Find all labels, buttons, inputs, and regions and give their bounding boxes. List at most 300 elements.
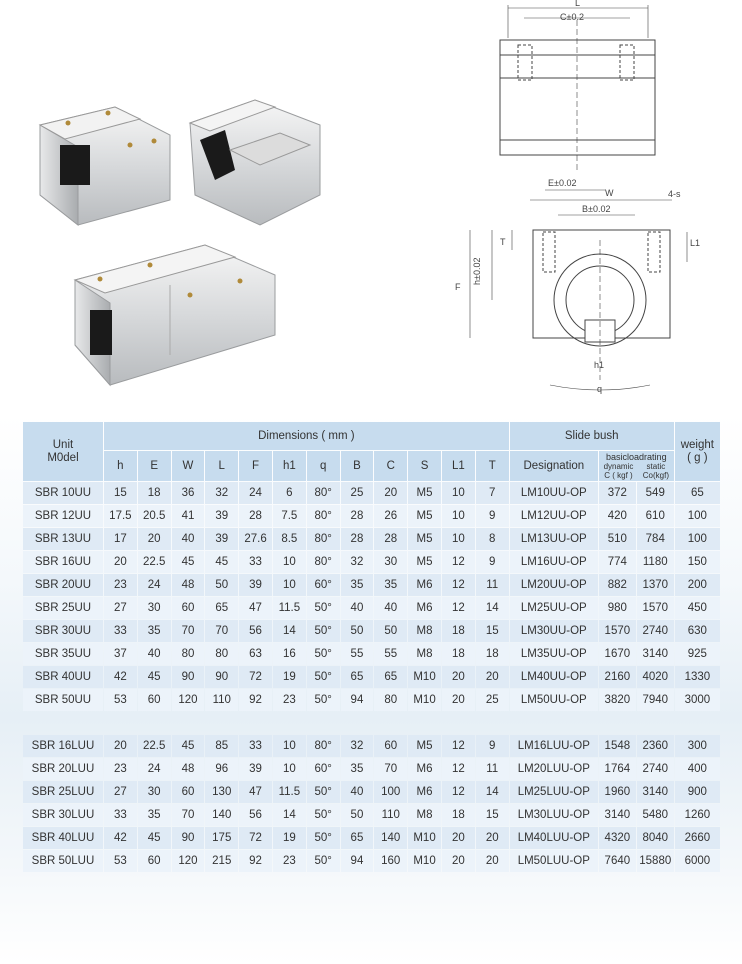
- table-cell: 65: [205, 597, 238, 619]
- table-cell: SBR 20UU: [23, 574, 103, 596]
- table-cell: 400: [675, 758, 720, 780]
- table-cell: 20: [104, 551, 137, 573]
- dim-t: T: [500, 237, 506, 247]
- table-cell: 35: [341, 574, 374, 596]
- dim-h: h±0.02: [472, 257, 482, 285]
- table-cell: 20: [442, 666, 475, 688]
- table-cell: 1180: [637, 551, 674, 573]
- table-cell: 25: [476, 689, 509, 711]
- table-cell: 1260: [675, 804, 720, 826]
- table-cell: SBR 25LUU: [23, 781, 103, 803]
- table-cell: 40: [138, 643, 171, 665]
- table-cell: 23: [273, 850, 306, 872]
- table-cell: SBR 40UU: [23, 666, 103, 688]
- table-cell: 20: [104, 735, 137, 757]
- dim-l1: L1: [690, 238, 701, 248]
- table-cell: 28: [374, 528, 407, 550]
- table-cell: 41: [172, 505, 205, 527]
- col-b: B: [341, 451, 374, 481]
- table-cell: 110: [205, 689, 238, 711]
- table-cell: 925: [675, 643, 720, 665]
- table-cell: M5: [408, 505, 441, 527]
- table-cell: 2740: [637, 620, 674, 642]
- header-weight-label: weight: [680, 438, 714, 451]
- table-body-luu: [23, 735, 720, 872]
- dim-h1: h1: [594, 360, 605, 370]
- table-cell: 60: [172, 597, 205, 619]
- table-cell: 784: [637, 528, 674, 550]
- table-cell: LM40LUU-OP: [510, 827, 598, 849]
- table-cell: 28: [239, 505, 272, 527]
- table-cell: SBR 30LUU: [23, 804, 103, 826]
- table-cell: 7.5: [273, 505, 306, 527]
- table-cell: 56: [239, 620, 272, 642]
- table-cell: 65: [341, 666, 374, 688]
- table-cell: 70: [205, 620, 238, 642]
- table-cell: 510: [599, 528, 636, 550]
- table-row: [23, 850, 720, 872]
- table-cell: 17: [104, 528, 137, 550]
- table-cell: 1330: [675, 666, 720, 688]
- table-cell: 65: [341, 827, 374, 849]
- product-photos: [20, 85, 320, 395]
- table-cell: 18: [138, 482, 171, 504]
- table-row: [23, 551, 720, 573]
- col-l1: L1: [442, 451, 475, 481]
- table-cell: 11.5: [273, 781, 306, 803]
- table-cell: 35: [138, 804, 171, 826]
- table-cell: 12: [442, 551, 475, 573]
- table-body-uu: [23, 482, 720, 711]
- table-cell: 60°: [307, 574, 340, 596]
- table-cell: LM13UU-OP: [510, 528, 598, 550]
- table-cell: 14: [476, 597, 509, 619]
- static-unit: Co(kgf): [642, 470, 669, 480]
- table-cell: 10: [273, 758, 306, 780]
- table-cell: 3140: [637, 781, 674, 803]
- table-cell: SBR 13UU: [23, 528, 103, 550]
- table-cell: 17.5: [104, 505, 137, 527]
- table-cell: 12: [442, 597, 475, 619]
- table-cell: 7640: [599, 850, 636, 872]
- table-cell: 48: [172, 574, 205, 596]
- table-cell: M5: [408, 528, 441, 550]
- table-cell: 4020: [637, 666, 674, 688]
- dynamic-unit: C ( kgf ): [604, 470, 633, 480]
- table-cell: 47: [239, 597, 272, 619]
- table-cell: 40: [341, 597, 374, 619]
- table-cell: 23: [273, 689, 306, 711]
- table-cell: 15: [476, 804, 509, 826]
- table-cell: 33: [239, 551, 272, 573]
- col-l: L: [205, 451, 238, 481]
- table-row: [23, 689, 720, 711]
- table-cell: 30: [138, 781, 171, 803]
- table-cell: 90: [205, 666, 238, 688]
- table-cell: 36: [172, 482, 205, 504]
- table-cell: 150: [675, 551, 720, 573]
- table-cell: 11: [476, 758, 509, 780]
- header-model-label: M0del: [47, 451, 79, 464]
- table-cell: 80: [172, 643, 205, 665]
- table-cell: 1960: [599, 781, 636, 803]
- table-cell: 8.5: [273, 528, 306, 550]
- table-cell: 882: [599, 574, 636, 596]
- table-cell: LM30LUU-OP: [510, 804, 598, 826]
- table-row: [23, 482, 720, 504]
- table-cell: 28: [341, 505, 374, 527]
- table-cell: 20: [442, 689, 475, 711]
- table-row: [23, 643, 720, 665]
- table-cell: M6: [408, 758, 441, 780]
- table-cell: 9: [476, 551, 509, 573]
- table-cell: 39: [205, 528, 238, 550]
- dim-e: E±0.02: [548, 178, 577, 188]
- table-cell: M8: [408, 804, 441, 826]
- table-cell: SBR 50LUU: [23, 850, 103, 872]
- table-cell: 175: [205, 827, 238, 849]
- table-cell: 50°: [307, 689, 340, 711]
- table-cell: 3140: [637, 643, 674, 665]
- table-cell: 27.6: [239, 528, 272, 550]
- table-cell: 50°: [307, 827, 340, 849]
- table-cell: M8: [408, 620, 441, 642]
- table-cell: 80: [205, 643, 238, 665]
- table-cell: 900: [675, 781, 720, 803]
- table-cell: LM50LUU-OP: [510, 850, 598, 872]
- table-cell: 20: [476, 666, 509, 688]
- table-cell: 65: [374, 666, 407, 688]
- table-cell: LM50UU-OP: [510, 689, 598, 711]
- table-cell: 50°: [307, 597, 340, 619]
- table-row: [23, 505, 720, 527]
- table-row: [23, 827, 720, 849]
- table-cell: 20: [138, 528, 171, 550]
- table-cell: 12: [442, 574, 475, 596]
- table-cell: 24: [138, 574, 171, 596]
- table-cell: 1670: [599, 643, 636, 665]
- table-cell: 10: [273, 574, 306, 596]
- table-cell: 774: [599, 551, 636, 573]
- header-dimensions: Dimensions ( mm ): [104, 422, 509, 450]
- table-cell: 12: [442, 781, 475, 803]
- table-cell: 42: [104, 666, 137, 688]
- table-cell: 15: [104, 482, 137, 504]
- table-cell: M10: [408, 850, 441, 872]
- col-e: E: [138, 451, 171, 481]
- table-cell: 372: [599, 482, 636, 504]
- table-cell: 100: [374, 781, 407, 803]
- table-cell: 15: [476, 620, 509, 642]
- table-row: [23, 574, 720, 596]
- table-cell: M10: [408, 827, 441, 849]
- dim-c: C±0.2: [560, 12, 584, 22]
- table-cell: 200: [675, 574, 720, 596]
- table-cell: 33: [239, 735, 272, 757]
- table-cell: 35: [374, 574, 407, 596]
- table-cell: M10: [408, 689, 441, 711]
- table-cell: 10: [442, 482, 475, 504]
- table-cell: 94: [341, 850, 374, 872]
- col-h: h: [104, 451, 137, 481]
- table-cell: 5480: [637, 804, 674, 826]
- col-designation: Designation: [510, 451, 598, 481]
- table-row: [23, 666, 720, 688]
- table-cell: 100: [675, 528, 720, 550]
- table-cell: 1764: [599, 758, 636, 780]
- table-cell: SBR 35UU: [23, 643, 103, 665]
- table-cell: 4320: [599, 827, 636, 849]
- table-cell: 63: [239, 643, 272, 665]
- table-cell: LM12UU-OP: [510, 505, 598, 527]
- table-cell: 40: [341, 781, 374, 803]
- table-cell: 94: [341, 689, 374, 711]
- table-cell: 24: [239, 482, 272, 504]
- table-cell: 6: [273, 482, 306, 504]
- table-cell: 130: [205, 781, 238, 803]
- table-cell: 90: [172, 827, 205, 849]
- table-cell: LM25UU-OP: [510, 597, 598, 619]
- table-cell: 35: [341, 758, 374, 780]
- gap-row: [23, 712, 720, 734]
- table-cell: 80°: [307, 482, 340, 504]
- table-cell: 3140: [599, 804, 636, 826]
- block-photo-1: [40, 107, 170, 225]
- table-cell: 45: [172, 551, 205, 573]
- col-q: q: [307, 451, 340, 481]
- header-weight: [675, 422, 720, 481]
- table-cell: 10: [442, 528, 475, 550]
- table-cell: 33: [104, 620, 137, 642]
- table-gap: [23, 712, 720, 734]
- table-cell: 50°: [307, 643, 340, 665]
- table-cell: SBR 40LUU: [23, 827, 103, 849]
- table-cell: 60: [138, 850, 171, 872]
- table-cell: 90: [172, 666, 205, 688]
- table-cell: 48: [172, 758, 205, 780]
- table-cell: 1570: [599, 620, 636, 642]
- table-row: [23, 804, 720, 826]
- table-cell: 20: [374, 482, 407, 504]
- col-c: C: [374, 451, 407, 481]
- table-cell: 420: [599, 505, 636, 527]
- table-cell: 24: [138, 758, 171, 780]
- table-cell: 14: [273, 620, 306, 642]
- table-cell: 33: [104, 804, 137, 826]
- table-cell: 50°: [307, 781, 340, 803]
- table-cell: 6000: [675, 850, 720, 872]
- table-cell: SBR 16LUU: [23, 735, 103, 757]
- table-cell: 45: [172, 735, 205, 757]
- table-cell: 50: [341, 620, 374, 642]
- table-cell: M6: [408, 574, 441, 596]
- table-cell: M5: [408, 551, 441, 573]
- header-weight-unit: ( g ): [687, 451, 708, 464]
- table-cell: 22.5: [138, 551, 171, 573]
- table-cell: 3820: [599, 689, 636, 711]
- table-cell: 30: [138, 597, 171, 619]
- table-cell: 20: [442, 827, 475, 849]
- table-cell: 2360: [637, 735, 674, 757]
- col-f: F: [239, 451, 272, 481]
- front-view: [470, 190, 687, 390]
- table-cell: SBR 25UU: [23, 597, 103, 619]
- dynamic-label: dynamic: [603, 461, 634, 471]
- table-cell: 26: [374, 505, 407, 527]
- table-cell: 11: [476, 574, 509, 596]
- dim-f: F: [455, 282, 461, 292]
- table-cell: 10: [273, 735, 306, 757]
- table-cell: 96: [205, 758, 238, 780]
- table-cell: 50: [341, 804, 374, 826]
- table-cell: LM40UU-OP: [510, 666, 598, 688]
- table-cell: 45: [205, 551, 238, 573]
- load-rating-label: basicloadrating: [606, 451, 667, 462]
- table-cell: 70: [374, 758, 407, 780]
- table-cell: 55: [374, 643, 407, 665]
- table-cell: 1548: [599, 735, 636, 757]
- table-cell: LM10UU-OP: [510, 482, 598, 504]
- table-cell: 25: [341, 482, 374, 504]
- table-cell: 19: [273, 666, 306, 688]
- dim-4s: 4-s: [668, 189, 681, 199]
- table-cell: 9: [476, 735, 509, 757]
- table-cell: 20: [442, 850, 475, 872]
- dim-l-top: L: [575, 0, 581, 8]
- table-cell: 12: [442, 758, 475, 780]
- table-cell: 10: [442, 505, 475, 527]
- table-cell: LM16UU-OP: [510, 551, 598, 573]
- table-row: [23, 620, 720, 642]
- header-unit-label: Unit: [52, 438, 74, 451]
- table-cell: 19: [273, 827, 306, 849]
- table-cell: 32: [341, 551, 374, 573]
- table-cell: 120: [172, 689, 205, 711]
- table-cell: 120: [172, 850, 205, 872]
- table-cell: M6: [408, 597, 441, 619]
- table-row: [23, 528, 720, 550]
- table-cell: 20: [476, 850, 509, 872]
- table-cell: 60: [374, 735, 407, 757]
- dim-q: q: [597, 384, 603, 394]
- table-cell: LM35UU-OP: [510, 643, 598, 665]
- table-cell: 60: [172, 781, 205, 803]
- table-cell: 1570: [637, 597, 674, 619]
- table-row: [23, 597, 720, 619]
- table-cell: 80°: [307, 528, 340, 550]
- table-cell: 47: [239, 781, 272, 803]
- table-cell: LM20UU-OP: [510, 574, 598, 596]
- table-cell: 32: [341, 735, 374, 757]
- table-cell: 549: [637, 482, 674, 504]
- table-cell: M6: [408, 781, 441, 803]
- table-cell: SBR 30UU: [23, 620, 103, 642]
- table-cell: 50°: [307, 804, 340, 826]
- table-cell: 14: [476, 781, 509, 803]
- table-cell: 92: [239, 850, 272, 872]
- table-cell: 2660: [675, 827, 720, 849]
- col-load-rating: [599, 451, 674, 481]
- col-w: W: [172, 451, 205, 481]
- table-cell: 10: [273, 551, 306, 573]
- table-cell: 55: [341, 643, 374, 665]
- table-cell: SBR 12UU: [23, 505, 103, 527]
- table-cell: 9: [476, 505, 509, 527]
- table-cell: 80: [374, 689, 407, 711]
- dim-w: W: [605, 188, 614, 198]
- table-cell: 27: [104, 597, 137, 619]
- table-cell: 14: [273, 804, 306, 826]
- table-cell: 1370: [637, 574, 674, 596]
- table-cell: 20: [476, 827, 509, 849]
- table-cell: M8: [408, 643, 441, 665]
- table-cell: 100: [675, 505, 720, 527]
- table-cell: 8040: [637, 827, 674, 849]
- table-cell: 35: [138, 620, 171, 642]
- table-cell: 980: [599, 597, 636, 619]
- table-cell: 39: [239, 574, 272, 596]
- table-cell: 40: [374, 597, 407, 619]
- table-cell: 72: [239, 827, 272, 849]
- table-cell: 11.5: [273, 597, 306, 619]
- table-cell: LM16LUU-OP: [510, 735, 598, 757]
- table-cell: 8: [476, 528, 509, 550]
- col-t: T: [476, 451, 509, 481]
- table-cell: 39: [205, 505, 238, 527]
- table-cell: 12: [442, 735, 475, 757]
- table-cell: 15880: [637, 850, 674, 872]
- table-cell: 2740: [637, 758, 674, 780]
- table-cell: 80°: [307, 505, 340, 527]
- table-cell: 16: [273, 643, 306, 665]
- table-cell: 300: [675, 735, 720, 757]
- block-photo-3: [75, 245, 275, 385]
- table-cell: 60°: [307, 758, 340, 780]
- table-cell: 50°: [307, 850, 340, 872]
- table-row: [23, 781, 720, 803]
- table-cell: 7940: [637, 689, 674, 711]
- table-cell: 80°: [307, 551, 340, 573]
- table-cell: 18: [442, 643, 475, 665]
- top-view: [500, 5, 655, 170]
- static-label: static: [646, 461, 666, 471]
- table-row: [23, 758, 720, 780]
- table-cell: 110: [374, 804, 407, 826]
- table-cell: 18: [442, 620, 475, 642]
- table-cell: 70: [172, 804, 205, 826]
- table-row: [23, 735, 720, 757]
- table-cell: 56: [239, 804, 272, 826]
- header-slide-bush: Slide bush: [510, 422, 674, 450]
- block-photo-2: [190, 100, 320, 225]
- table-cell: 53: [104, 689, 137, 711]
- table-cell: 92: [239, 689, 272, 711]
- table-cell: 72: [239, 666, 272, 688]
- table-cell: 22.5: [138, 735, 171, 757]
- technical-drawing: [440, 0, 701, 400]
- table-cell: 3000: [675, 689, 720, 711]
- table-cell: 2160: [599, 666, 636, 688]
- table-cell: LM20LUU-OP: [510, 758, 598, 780]
- table-cell: 37: [104, 643, 137, 665]
- table-cell: 630: [675, 620, 720, 642]
- table-cell: SBR 50UU: [23, 689, 103, 711]
- table-cell: 80°: [307, 735, 340, 757]
- table-cell: 85: [205, 735, 238, 757]
- table-cell: 140: [374, 827, 407, 849]
- table-cell: 450: [675, 597, 720, 619]
- table-cell: 18: [442, 804, 475, 826]
